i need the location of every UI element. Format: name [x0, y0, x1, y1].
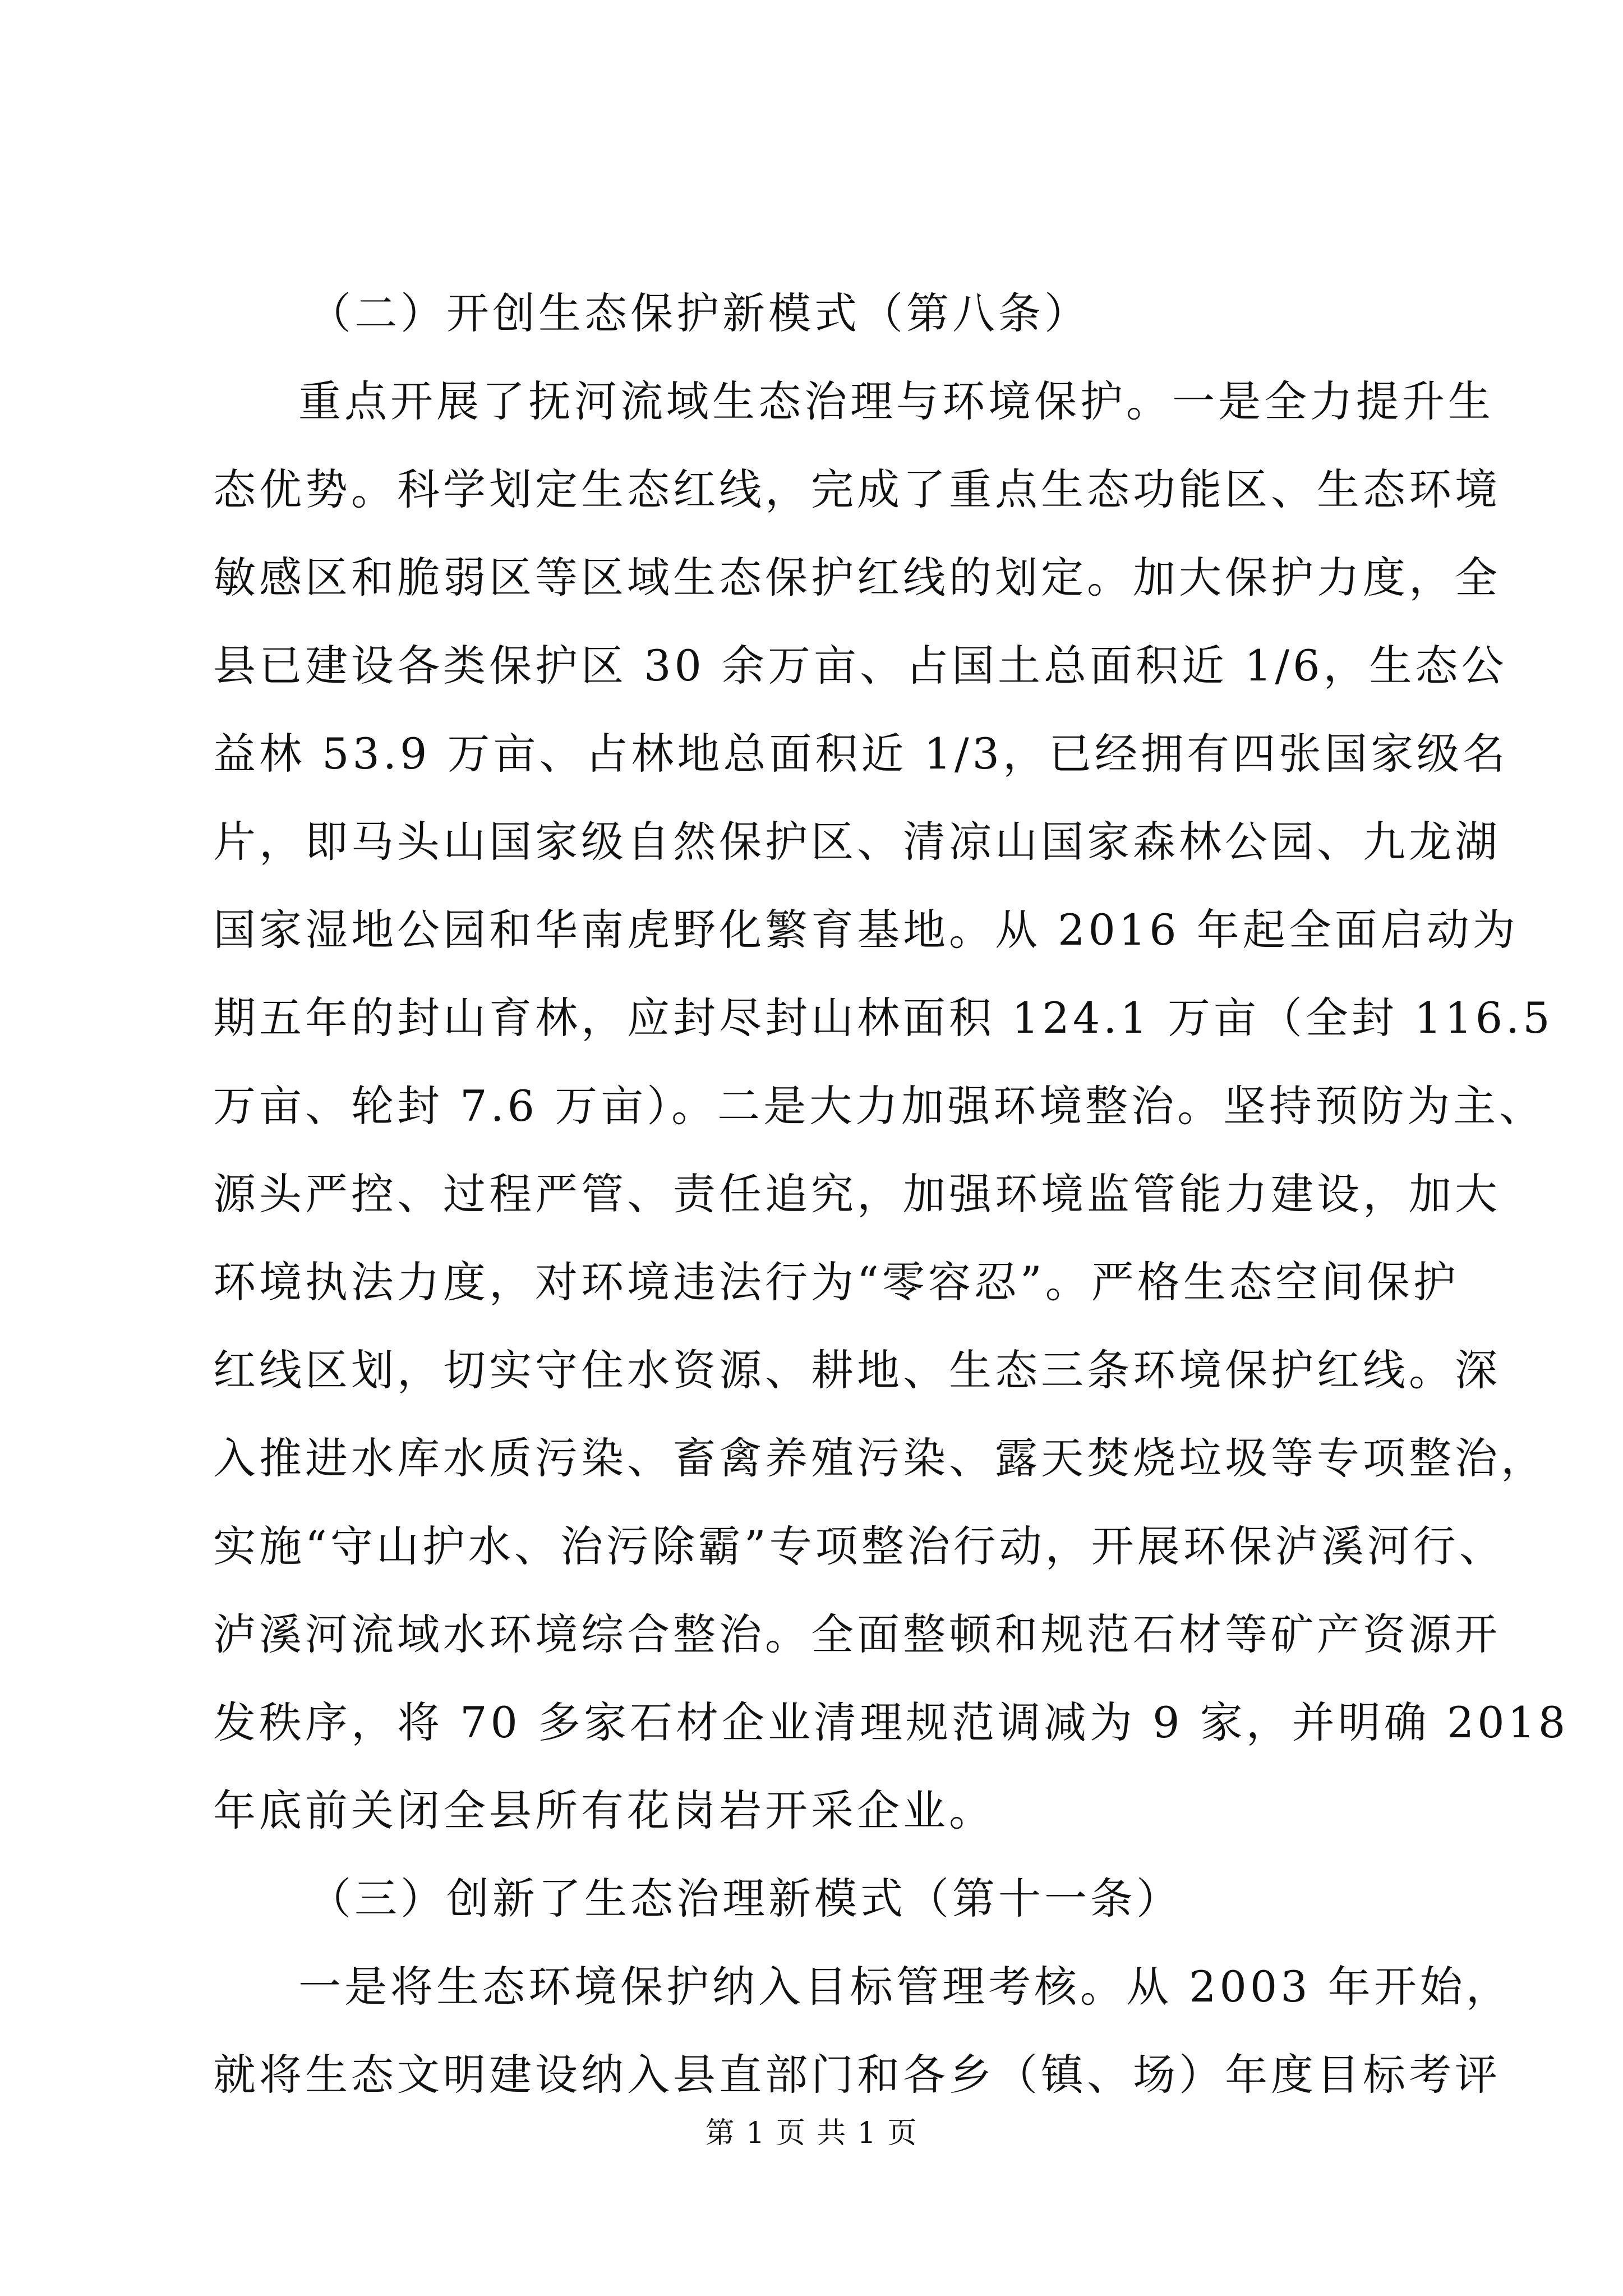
paragraph-line: 发秩序，将 70 多家石材企业清理规范调减为 9 家，并明确 2018 — [213, 1697, 1569, 1747]
paragraph-line: 红线区划，切实守住水资源、耕地、生态三条环境保护红线。深 — [213, 1345, 1501, 1395]
paragraph-line: 环境执法力度，对环境违法行为“零容忍”。严格生态空间保护 — [213, 1257, 1459, 1307]
paragraph-line: 实施“守山护水、治污除霸”专项整治行动，开展环保泸溪河行、 — [213, 1521, 1505, 1571]
paragraph-line: 片，即马头山国家级自然保护区、清凉山国家森林公园、九龙湖 — [213, 817, 1501, 867]
paragraph-line: 源头严控、过程严管、责任追究，加强环境监管能力建设，加大 — [213, 1169, 1501, 1219]
paragraph-line: 入推进水库水质污染、畜禽养殖污染、露天焚烧垃圾等专项整治， — [213, 1433, 1547, 1483]
paragraph-line: 万亩、轮封 7.6 万亩）。二是大力加强环境整治。坚持预防为主、 — [213, 1081, 1546, 1131]
paragraph-line: 敏感区和脆弱区等区域生态保护红线的划定。加大保护力度，全 — [213, 553, 1501, 602]
paragraph-line: 一是将生态环境保护纳入目标管理考核。从 2003 年开始， — [298, 1962, 1512, 2012]
paragraph-line: 益林 53.9 万亩、占林地总面积近 1/3，已经拥有四张国家级名 — [213, 729, 1509, 779]
paragraph-line: 态优势。科学划定生态红线，完成了重点生态功能区、生态环境 — [213, 464, 1501, 514]
paragraph-line: 就将生态文明建设纳入县直部门和各乡（镇、场）年度目标考评 — [213, 2050, 1501, 2100]
document-body — [213, 269, 1569, 2119]
paragraph-line: 期五年的封山育林，应封尽封山林面积 124.1 万亩（全封 116.5 — [213, 993, 1553, 1043]
page-footer: 第 1 页 共 1 页 — [705, 2116, 918, 2150]
paragraph-line: 国家湿地公园和华南虎野化繁育基地。从 2016 年起全面启动为 — [213, 905, 1519, 955]
paragraph-line: 年底前关闭全县所有花岗岩开采企业。 — [213, 1786, 995, 1835]
paragraph-line: 泸溪河流域水环境综合整治。全面整顿和规范石材等矿产资源开 — [213, 1609, 1501, 1659]
section-heading-3: （三）创新了生态治理新模式（第十一条） — [308, 1874, 1182, 1924]
paragraph-line: 重点开展了抚河流域生态治理与环境保护。一是全力提升生 — [298, 376, 1494, 426]
section-heading-2: （二）开创生态保护新模式（第八条） — [308, 288, 1090, 338]
paragraph-line: 县已建设各类保护区 30 余万亩、占国土总面积近 1/6，生态公 — [213, 641, 1507, 691]
